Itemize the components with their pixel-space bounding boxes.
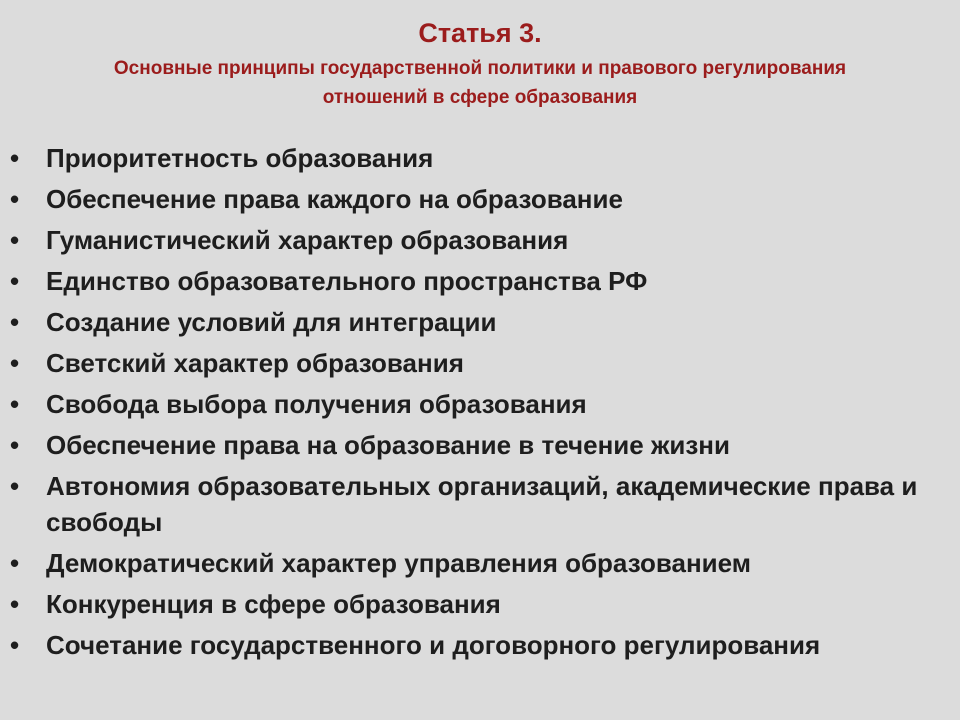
bullet-icon: • bbox=[10, 389, 20, 419]
list-item-text: Конкуренция в сфере образования bbox=[46, 589, 501, 619]
list-item-text: Создание условий для интеграции bbox=[46, 307, 497, 337]
bullet-icon: • bbox=[10, 184, 20, 214]
bullet-icon: • bbox=[10, 548, 20, 578]
list-item bbox=[0, 627, 960, 663]
list-item bbox=[0, 386, 960, 422]
bullet-icon: • bbox=[10, 589, 20, 619]
list-item bbox=[0, 586, 960, 622]
bullet-icon: • bbox=[10, 143, 20, 173]
bullet-icon: • bbox=[10, 348, 20, 378]
list-item-text: Свобода выбора получения образования bbox=[46, 389, 587, 419]
list-item-text: Приоритетность образования bbox=[46, 143, 434, 173]
list-item bbox=[0, 468, 960, 540]
list-item-text: Обеспечение права на образование в течение жизни bbox=[46, 430, 730, 460]
list-item bbox=[0, 222, 960, 258]
list-item bbox=[0, 263, 960, 299]
list-item-text: Гуманистический характер образования bbox=[46, 225, 569, 255]
principles-list bbox=[0, 140, 960, 668]
list-item-text: Единство образовательного пространства РФ bbox=[46, 266, 648, 296]
bullet-icon: • bbox=[10, 307, 20, 337]
list-item bbox=[0, 545, 960, 581]
list-item-text: Демократический характер управления образованием bbox=[46, 548, 752, 578]
list-item-text: Светский характер образования bbox=[46, 348, 464, 378]
list-item-text: Сочетание государственного и договорного регулирования bbox=[46, 630, 821, 660]
bullet-icon: • bbox=[10, 225, 20, 255]
slide-header bbox=[0, 16, 960, 112]
bullet-icon: • bbox=[10, 266, 20, 296]
slide-subtitle: Основные принципы государственной политики и правового регулирования отношений в сфере образования bbox=[113, 58, 847, 108]
list-item bbox=[0, 304, 960, 340]
list-item bbox=[0, 345, 960, 381]
bullet-icon: • bbox=[10, 471, 20, 501]
list-item-text: Автономия образовательных организаций, академические права и свободы bbox=[46, 471, 918, 537]
list-item bbox=[0, 140, 960, 176]
slide-title: Статья 3. bbox=[418, 18, 542, 48]
list-item-text: Обеспечение права каждого на образование bbox=[46, 184, 623, 214]
bullet-icon: • bbox=[10, 430, 20, 460]
bullet-icon: • bbox=[10, 630, 20, 660]
list-item bbox=[0, 181, 960, 217]
list-item bbox=[0, 427, 960, 463]
